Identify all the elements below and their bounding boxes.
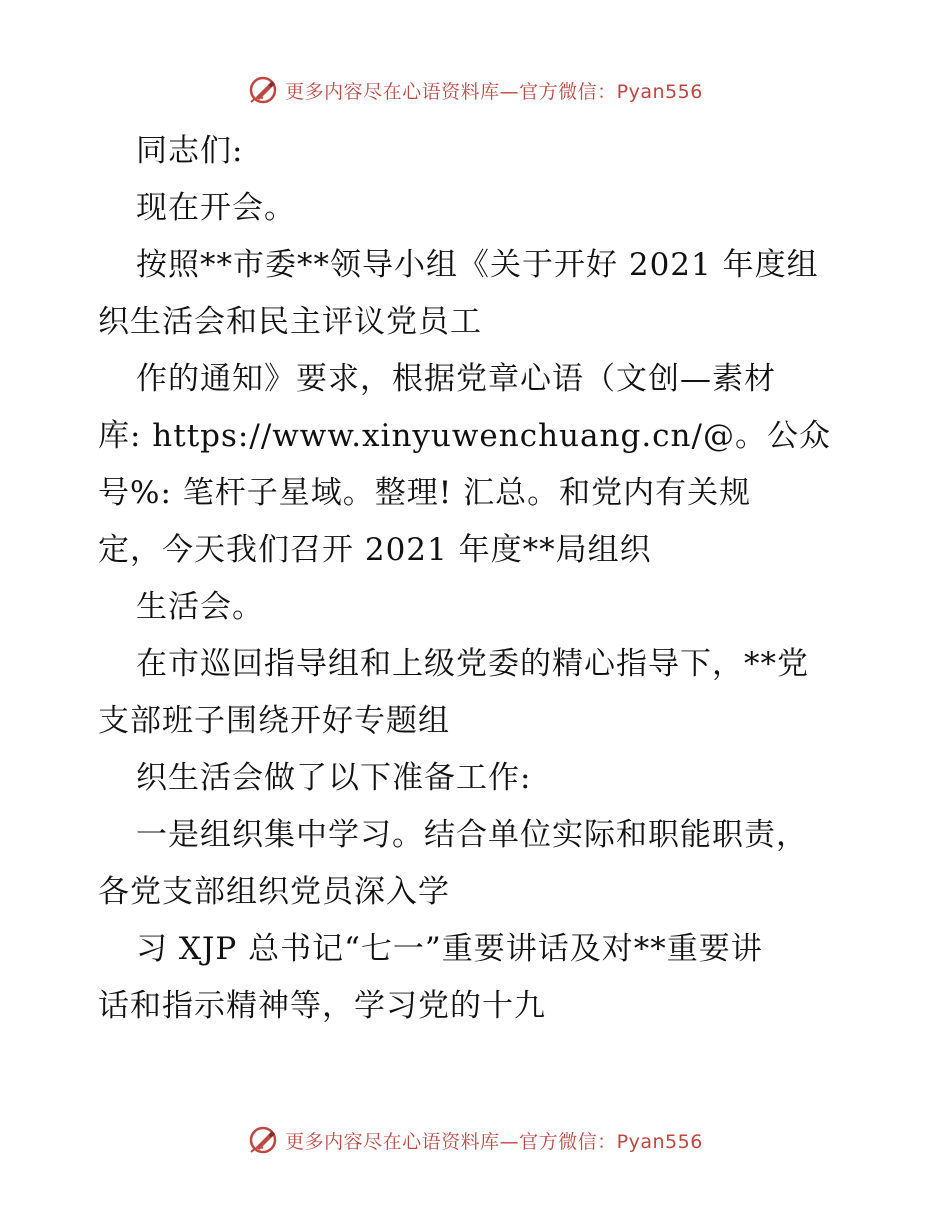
text-line: 定，今天我们召开 2021 年度**局组织: [98, 532, 652, 568]
text-line: 号%: 笔杆子星域。整理! 汇总。和党内有关规: [98, 475, 752, 511]
watermark-text: 更多内容尽在心语资料库—官方微信：Pyan556: [285, 80, 703, 103]
document-body: [98, 123, 898, 1035]
text-line: 支部班子围绕开好专题组: [98, 703, 450, 739]
text-line: 同志们:: [136, 133, 244, 169]
text-line: 现在开会。: [136, 190, 296, 226]
footer-watermark: [0, 1120, 950, 1160]
text-line: 生活会。: [136, 589, 264, 625]
header-watermark: [0, 70, 950, 110]
watermark-text: 更多内容尽在心语资料库—官方微信：Pyan556: [285, 1130, 703, 1153]
text-line: 作的通知》要求，根据党章心语（文创—素材: [136, 361, 776, 397]
text-line: 库: https://www.xinyuwenchuang.cn/@。公众: [98, 418, 831, 454]
text-line: 习 XJP 总书记“七一”重要讲话及对**重要讲: [136, 931, 763, 967]
text-line: 织生活会和民主评议党员工: [98, 304, 482, 340]
text-line: 织生活会做了以下准备工作:: [136, 760, 532, 796]
text-line: 在市巡回指导组和上级党委的精心指导下，**党: [136, 646, 809, 682]
pen-logo-icon: [247, 1124, 279, 1156]
pen-logo-icon: [247, 74, 279, 106]
text-line: 按照**市委**领导小组《关于开好 2021 年度组: [136, 247, 819, 283]
text-line: 各党支部组织党员深入学: [98, 874, 450, 910]
text-line: 话和指示精神等，学习党的十九: [98, 988, 546, 1024]
text-line: 一是组织集中学习。结合单位实际和职能职责，: [136, 817, 808, 853]
